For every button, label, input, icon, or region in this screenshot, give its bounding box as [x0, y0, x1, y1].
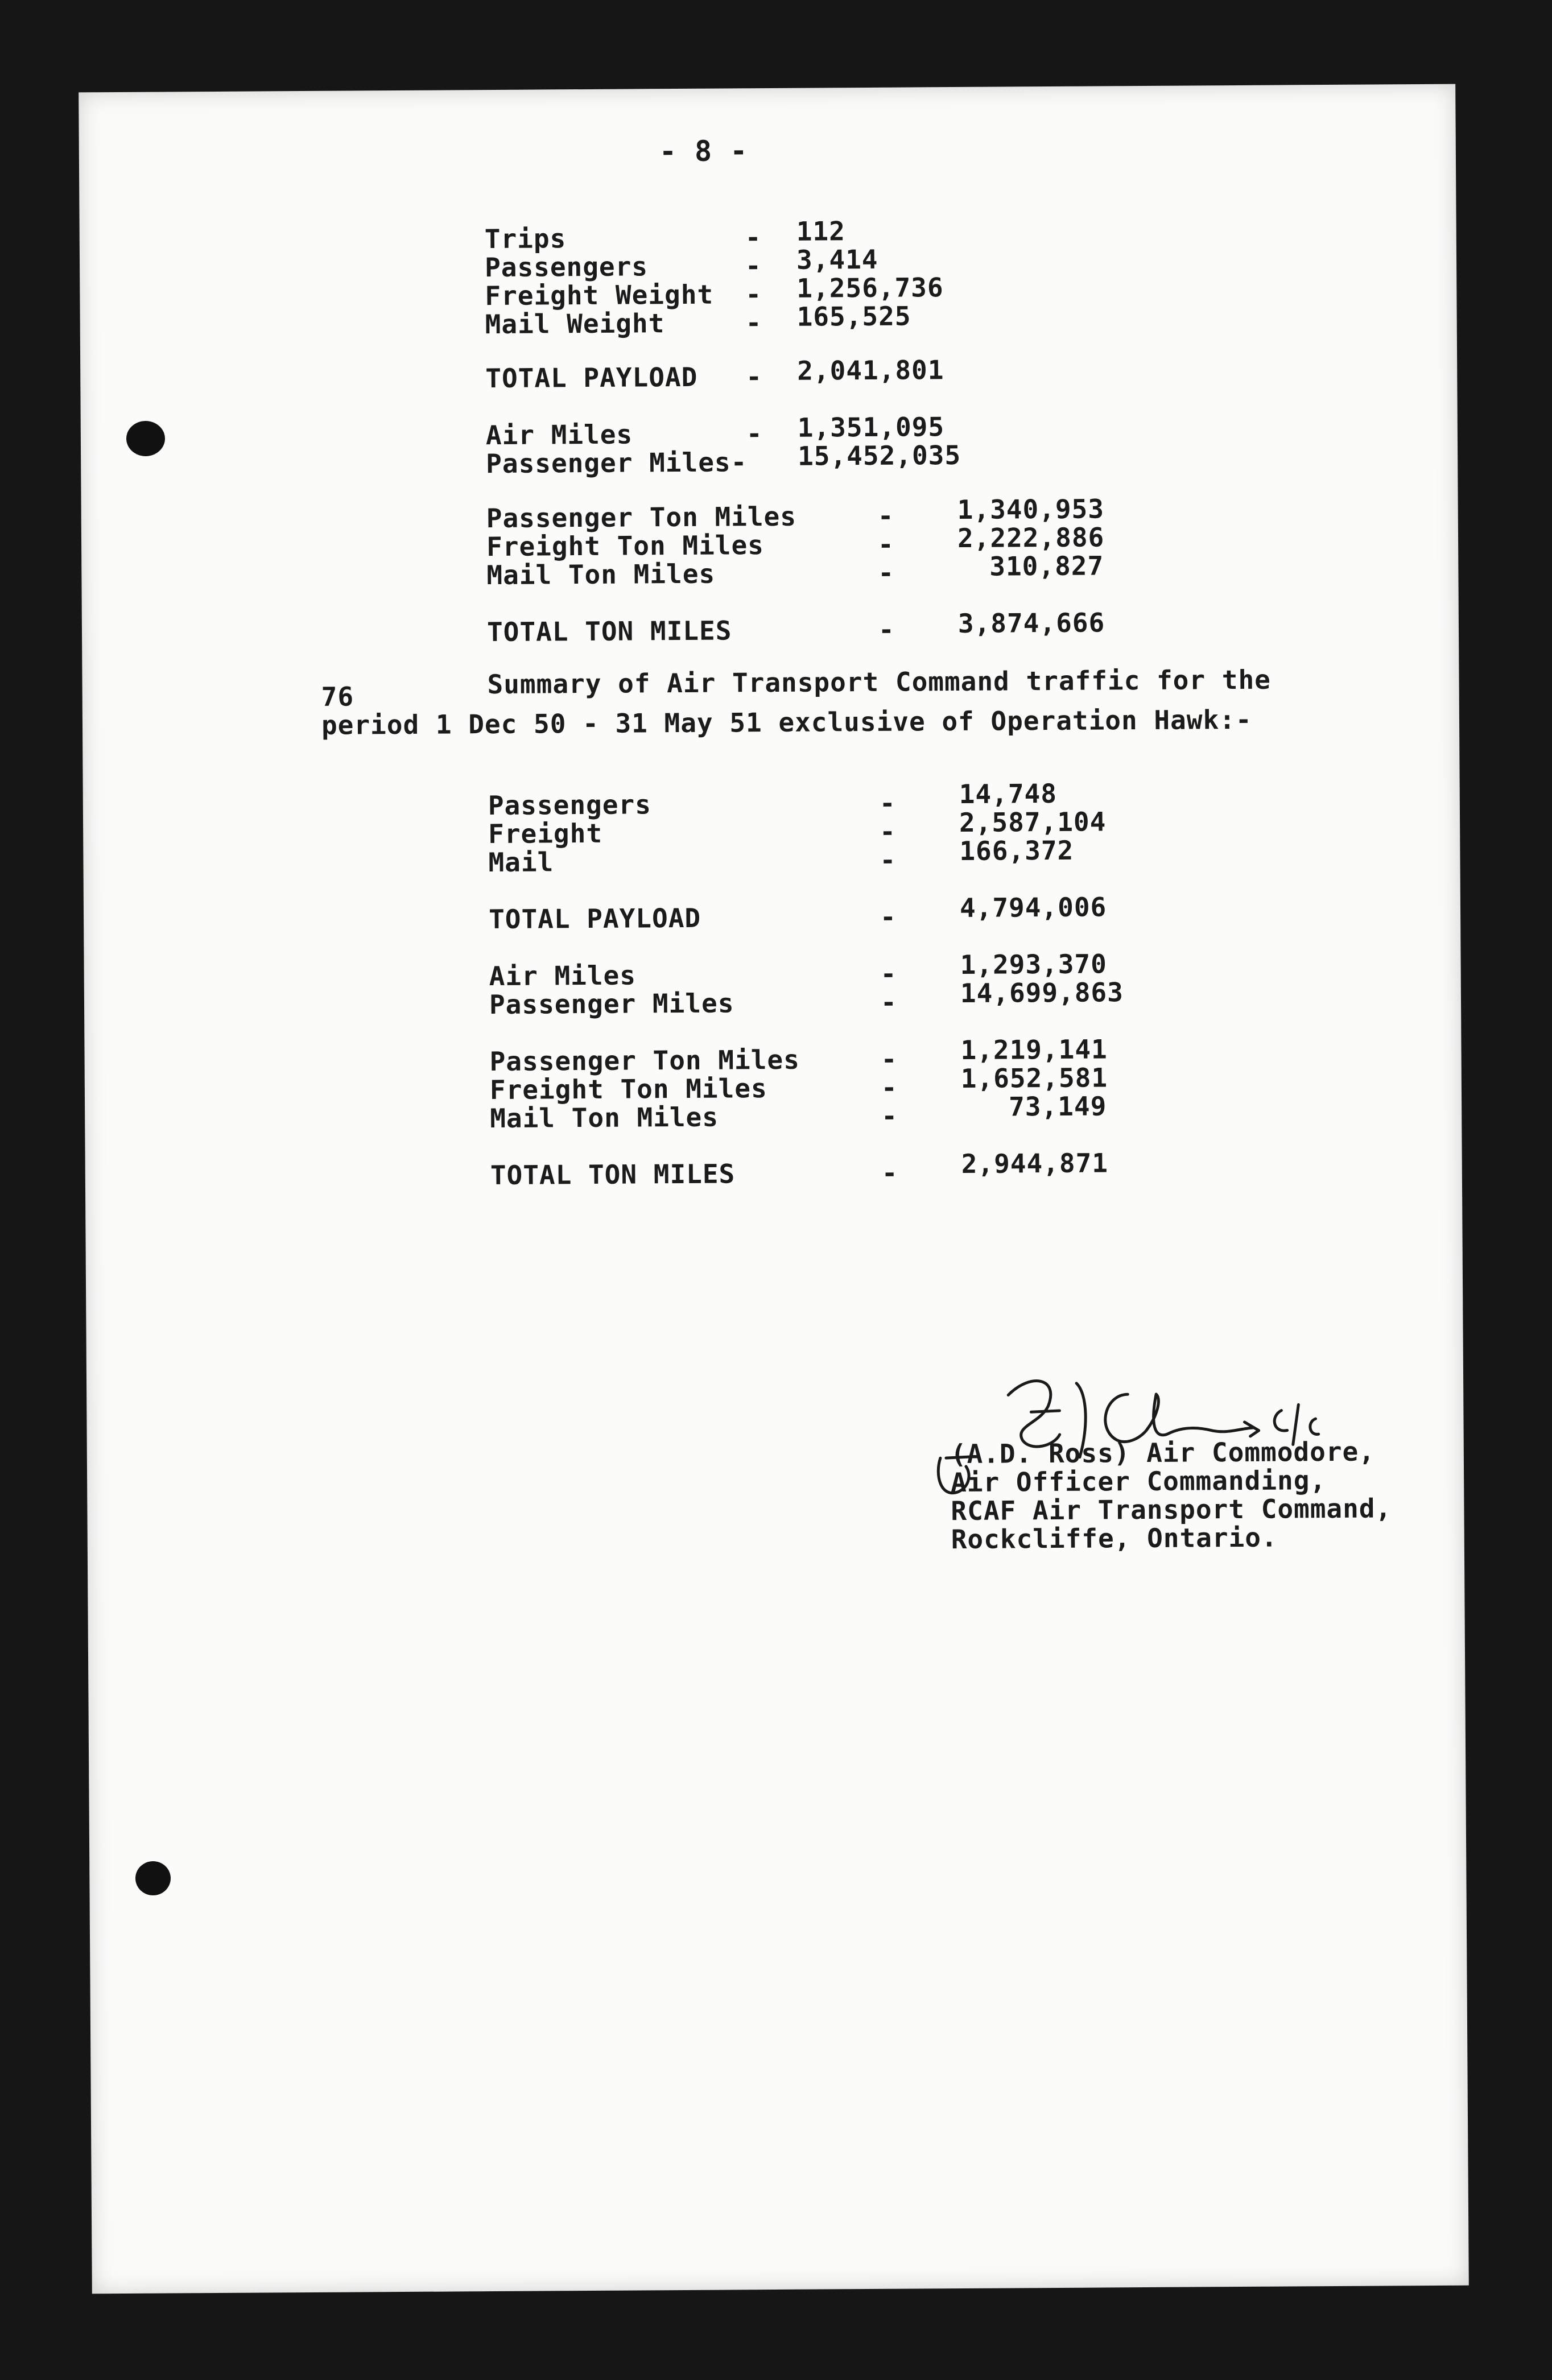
row-separator: - [881, 1043, 898, 1075]
row-separator: - [880, 816, 897, 847]
row-value: 310,827 [989, 550, 1104, 582]
row-separator: - [745, 307, 762, 338]
row-label: Passenger Ton Miles [486, 501, 797, 534]
row-separator: - [879, 787, 896, 819]
row-label: Passenger Miles [489, 987, 734, 1020]
row-label: Passengers [484, 251, 649, 283]
row-value: 1,219,141 [960, 1034, 1108, 1065]
row-value: 2,587,104 [959, 806, 1107, 838]
row-value: 14,699,863 [960, 977, 1124, 1009]
row-label: Freight [488, 817, 603, 850]
row-value: 1,293,370 [960, 948, 1108, 980]
row-separator: - [877, 528, 894, 560]
document-page [79, 84, 1469, 2294]
total-label: TOTAL TON MILES [490, 1158, 736, 1191]
total-label: TOTAL TON MILES [486, 615, 732, 648]
row-separator: - [878, 614, 895, 645]
row-separator: - [880, 901, 897, 932]
paragraph-line: Summary of Air Transport Command traffic for the [487, 664, 1272, 700]
signature-line: Air Officer Commanding, [950, 1465, 1327, 1498]
row-separator: - [880, 958, 897, 989]
row-label: Passengers [488, 789, 651, 821]
row-value: 15,452,035 [797, 439, 961, 472]
total-value: 3,874,666 [957, 607, 1105, 639]
row-separator: - [878, 557, 895, 588]
row-value: 14,748 [959, 778, 1058, 809]
row-label: Trips [484, 223, 567, 255]
row-label: Air Miles [489, 960, 637, 992]
row-label: Passenger Miles- [486, 447, 748, 480]
row-separator: - [746, 361, 763, 392]
row-separator: - [745, 279, 762, 310]
row-label: Freight Ton Miles [489, 1073, 767, 1106]
row-value: 1,256,736 [796, 272, 944, 304]
total-value: 4,794,006 [959, 891, 1107, 923]
row-label: Passenger Ton Miles [489, 1044, 800, 1077]
row-separator: - [745, 250, 762, 282]
row-value: 73,149 [1008, 1090, 1107, 1122]
total-value: 2,041,801 [797, 354, 944, 386]
punch-hole [135, 1861, 171, 1895]
row-value: 3,414 [796, 243, 878, 275]
row-label: Mail [488, 846, 554, 878]
row-value: 165,525 [796, 300, 911, 332]
row-value: 1,340,953 [957, 493, 1105, 526]
row-label: Mail Ton Miles [486, 558, 716, 591]
signature-line: Rockcliffe, Ontario. [951, 1522, 1278, 1555]
row-label: Air Miles [485, 419, 633, 451]
row-separator: - [881, 1157, 898, 1188]
paragraph-line: period 1 Dec 50 - 31 May 51 exclusive of Operation Hawk:- [321, 704, 1252, 741]
row-value: 1,652,581 [960, 1062, 1108, 1094]
total-value: 2,944,871 [961, 1147, 1109, 1179]
row-label: Mail Ton Miles [490, 1101, 719, 1134]
punch-hole [126, 421, 165, 456]
total-label: TOTAL PAYLOAD [488, 902, 701, 935]
signature-line: RCAF Air Transport Command, [951, 1493, 1392, 1527]
row-value: 1,351,095 [797, 411, 945, 443]
row-separator: - [880, 986, 897, 1018]
paragraph-number: 76 [321, 681, 354, 712]
total-label: TOTAL PAYLOAD [485, 361, 698, 394]
row-separator: - [745, 222, 762, 253]
row-value: 112 [796, 216, 845, 247]
row-separator: - [880, 844, 897, 875]
signature-line: (A.D. Ross) Air Commodore, [950, 1436, 1376, 1470]
row-label: Freight Ton Miles [486, 530, 765, 563]
row-label: Freight Weight [485, 279, 714, 312]
row-separator: - [881, 1072, 898, 1103]
row-value: 2,222,886 [957, 522, 1105, 554]
row-label: Mail Weight [485, 308, 665, 340]
row-separator: - [877, 500, 894, 531]
page-number: - 8 - [659, 134, 748, 168]
row-separator: - [881, 1100, 898, 1131]
row-separator: - [746, 418, 763, 449]
row-value: 166,372 [959, 834, 1074, 866]
